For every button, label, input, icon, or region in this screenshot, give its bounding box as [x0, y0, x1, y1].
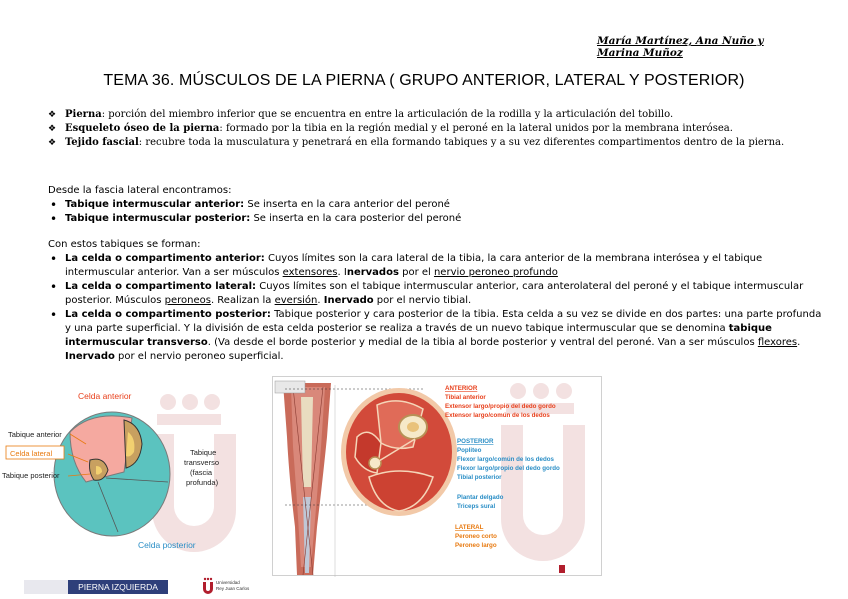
definition-pierna: ❖ Pierna: porción del miembro inferior que se encuentra en entre la articulación de la rodilla y la articulación del tobillo.: [48, 108, 823, 122]
page-title: TEMA 36. MÚSCULOS DE LA PIERNA ( GRUPO ANTERIOR, LATERAL Y POSTERIOR): [103, 72, 745, 89]
university-logo: [203, 577, 250, 595]
footer-left-block: [24, 580, 68, 594]
authors-line-2: Marina Muñoz: [597, 47, 683, 59]
label-posterior-2: Flexor largo/común de los dedos: [457, 456, 554, 463]
anatomy-illustration: [273, 377, 603, 577]
logo-text-2: Rey Juan Carlos: [216, 586, 250, 591]
cross-section-icon: [341, 388, 457, 516]
label-celda-lateral: Celda lateral: [10, 449, 53, 458]
label-transverso-1: Tabique: [190, 448, 217, 457]
celda-lateral-item: • La celda o compartimento lateral: Cuyos límites son el tabique intermuscular anterior, cara anterolateral del peroné y el tabique intermuscular posterior. Músculos peroneos. Realizan la eversión. Inervado por el nervio tibial.: [48, 280, 823, 308]
label-lateral-2: Peroneo largo: [455, 542, 497, 549]
definition-tejido: ❖ Tejido fascial: recubre toda la musculatura y penetrará en ella formando tabiques y a su vez diferentes compartimentos dentro de la pierna.: [48, 136, 823, 150]
label-posterior-3: Flexor largo/propio del dedo gordo: [457, 465, 560, 472]
fascia-item-anterior: • Tabique intermuscular anterior: Se inserta en la cara anterior del peroné: [48, 198, 823, 212]
celdas-intro: Con estos tabiques se forman:: [48, 239, 201, 250]
leg-illustration-icon: [275, 381, 331, 575]
university-logo-icon: [203, 578, 213, 594]
label-posterior-4: Tibial posterior: [457, 474, 502, 481]
fascia-item-posterior: • Tabique intermuscular posterior: Se inserta en la cara posterior del peroné: [48, 212, 823, 226]
label-posterior-5: Plantar delgado: [457, 494, 504, 501]
anatomy-figure: [272, 376, 602, 576]
definitions-list: [48, 108, 823, 150]
label-anterior-2: Extensor largo/propio del dedo gordo: [445, 403, 556, 410]
label-tabique-anterior: Tabique anterior: [8, 430, 62, 439]
label-celda-anterior: Celda anterior: [78, 391, 132, 401]
label-anterior-1: Tibial anterior: [445, 394, 486, 401]
label-lateral-head: LATERAL: [455, 524, 484, 531]
celda-anterior-item: • La celda o compartimento anterior: Cuyos límites son la cara lateral de la tibia, la cara anterior de la membrana interósea y el tabique intermuscular anterior. Van a ser músculos extensores. Inervados por el nervio peroneo profundo: [48, 252, 823, 280]
label-posterior-head: POSTERIOR: [457, 438, 494, 445]
label-lateral-1: Peroneo corto: [455, 533, 497, 540]
label-transverso-3: (fascia: [190, 468, 213, 477]
authors: [597, 35, 764, 59]
logo-text-1: Universidad: [216, 580, 240, 585]
label-anterior-head: ANTERIOR: [445, 385, 478, 392]
label-transverso-2: transverso: [184, 458, 220, 467]
celda-posterior-item: • La celda o compartimento posterior: Tabique posterior y cara posterior de la tibia. Esta celda a su vez se divide en dos partes: una parte profunda y una parte superficial. Y la división de esta celda posterior se realiza a través de un nuevo tabique intermuscular que se denomina tabique intermuscular transverso. (Va desde el borde posterior y medial de la tibia al borde posterior y ventral del peroné. Van a ser músculos flexores. Inervado por el nervio peroneo superficial.: [48, 308, 823, 364]
celdas-list: [48, 252, 823, 364]
definition-esqueleto: ❖ Esqueleto óseo de la pierna: formado por la tibia en la región medial y el peroné en la lateral unidos por la membrana interósea.: [48, 122, 823, 136]
small-logo-icon: [559, 565, 565, 573]
label-posterior-1: Popliteo: [457, 447, 482, 454]
footer-bar: PIERNA IZQUIERDA: [68, 580, 168, 594]
label-anterior-3: Extensor largo/común de los dedos: [445, 412, 550, 419]
fascia-intro: Desde la fascia lateral encontramos:: [48, 185, 232, 196]
label-celda-posterior: Celda posterior: [138, 540, 196, 550]
compartment-diagram: [0, 382, 262, 562]
label-posterior-6: Triceps sural: [457, 503, 496, 510]
fascia-list: [48, 198, 823, 226]
authors-line-1: María Martínez, Ana Nuño y: [597, 35, 764, 47]
label-tabique-posterior: Tabique posterior: [2, 471, 60, 480]
label-transverso-4: profunda): [186, 478, 219, 487]
